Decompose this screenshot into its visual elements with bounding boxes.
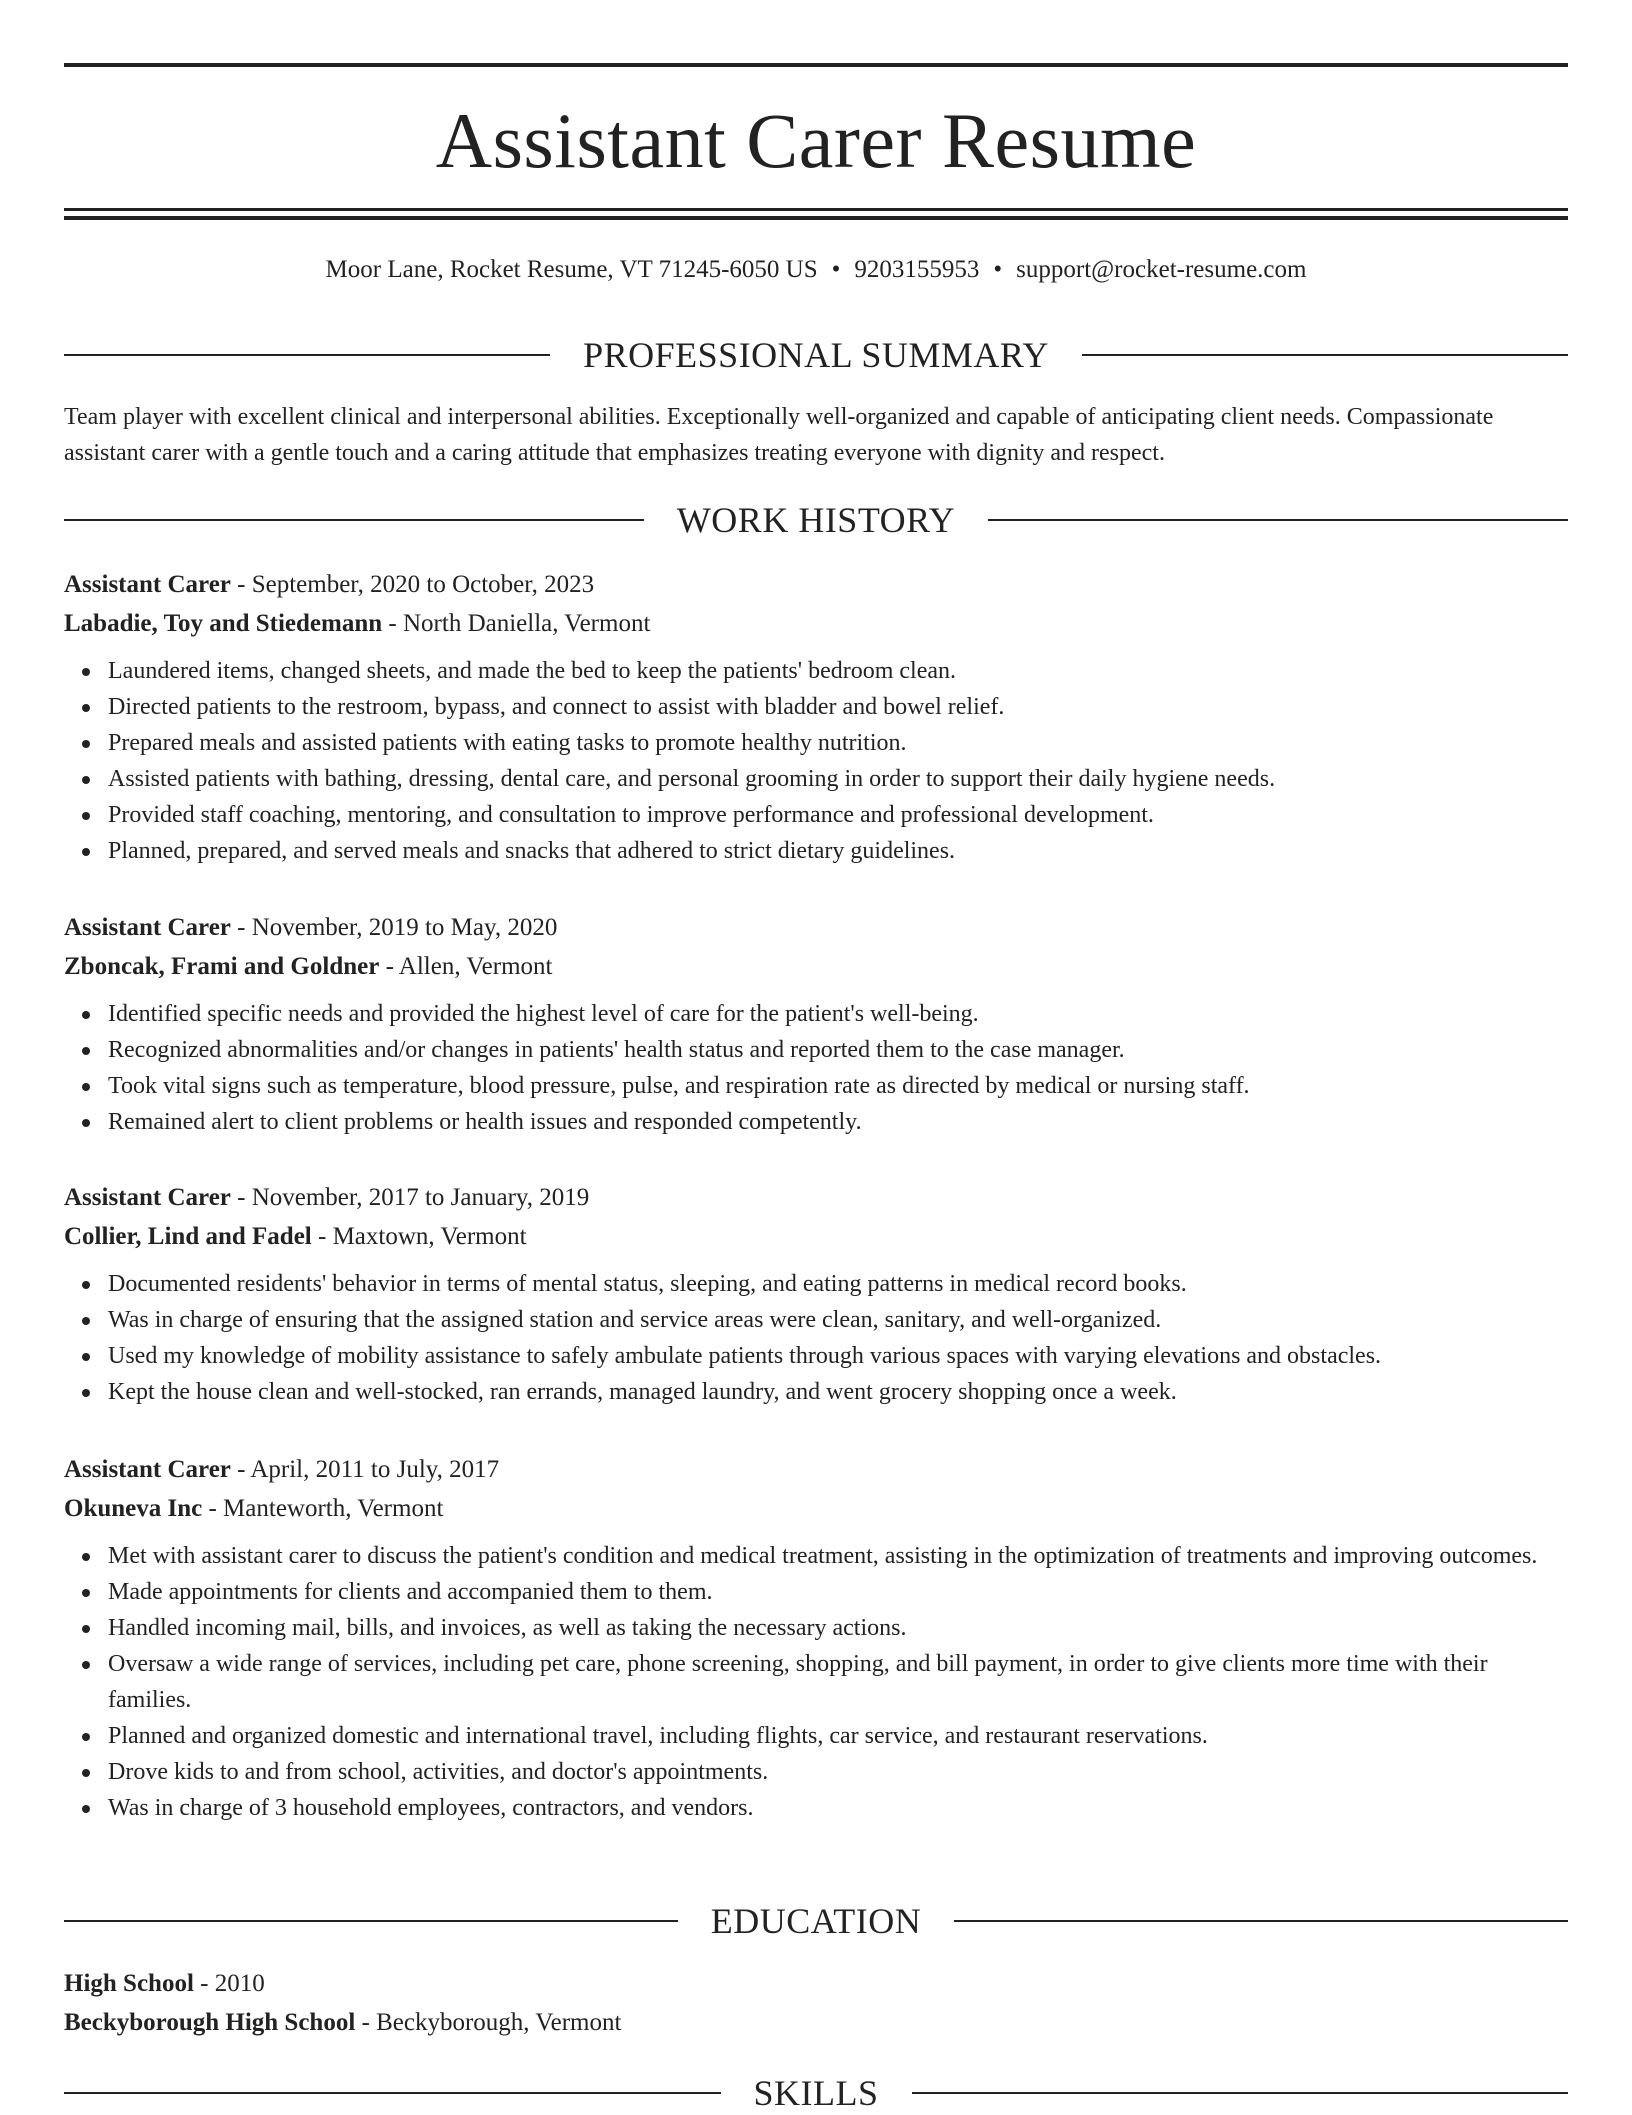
list-item: Remained alert to client problems or health issues and responded competently.: [108, 1104, 1568, 1140]
job-company: Okuneva Inc: [64, 1495, 203, 1522]
list-item: Handled incoming mail, bills, and invoices, as well as taking the necessary actions.: [108, 1610, 1568, 1646]
list-item: Was in charge of 3 household employees, contractors, and vendors.: [108, 1790, 1568, 1826]
job-entry: [64, 1450, 1568, 1826]
job-entry: [64, 908, 1568, 1140]
job-dates: - November, 2017 to January, 2019: [230, 1184, 590, 1211]
heading-rule: [912, 2092, 1569, 2094]
contact-address: Moor Lane, Rocket Resume, VT 71245-6050 US: [325, 256, 818, 283]
heading-rule: [954, 1920, 1568, 1922]
job-entry: [64, 1178, 1568, 1410]
section-heading-summary: [64, 333, 1568, 377]
list-item: Prepared meals and assisted patients with eating tasks to promote healthy nutrition.: [108, 725, 1568, 761]
education-school: Beckyborough High School: [64, 2009, 356, 2036]
job-bullets: [64, 1266, 1568, 1410]
section-heading-work-history: [64, 498, 1568, 542]
section-heading-label: EDUCATION: [710, 1901, 922, 1941]
contact-line: [64, 253, 1568, 287]
job-company: Zboncak, Frami and Goldner: [64, 953, 380, 980]
job-title: Assistant Carer: [64, 1184, 231, 1211]
list-item: Provided staff coaching, mentoring, and consultation to improve performance and professional development.: [108, 797, 1568, 833]
list-item: Was in charge of ensuring that the assigned station and service areas were clean, sanitary, and well-organized.: [108, 1302, 1568, 1338]
list-item: Planned and organized domestic and international travel, including flights, car service, and restaurant reservations.: [108, 1718, 1568, 1754]
section-heading-skills: [64, 2071, 1568, 2115]
title-rule-lower: [64, 216, 1568, 220]
list-item: Used my knowledge of mobility assistance to safely ambulate patients through various spaces with varying elevations and obstacles.: [108, 1338, 1568, 1374]
heading-rule: [1082, 354, 1568, 356]
job-location: - Manteworth, Vermont: [202, 1495, 444, 1522]
education-year: - 2010: [193, 1970, 265, 1997]
job-location: - North Daniella, Vermont: [382, 610, 651, 637]
job-title-line: [64, 908, 1568, 947]
list-item: Planned, prepared, and served meals and snacks that adhered to strict dietary guidelines.: [108, 833, 1568, 869]
job-location: - Maxtown, Vermont: [311, 1223, 527, 1250]
job-bullets: [64, 653, 1568, 869]
list-item: Kept the house clean and well-stocked, ran errands, managed laundry, and went grocery shopping once a week.: [108, 1374, 1568, 1410]
job-title: Assistant Carer: [64, 1456, 231, 1483]
job-dates: - September, 2020 to October, 2023: [230, 571, 595, 598]
list-item: Took vital signs such as temperature, blood pressure, pulse, and respiration rate as directed by medical or nursing staff.: [108, 1068, 1568, 1104]
heading-rule: [64, 2092, 721, 2094]
job-company-line: [64, 1489, 1568, 1528]
section-heading-label: SKILLS: [753, 2073, 879, 2113]
contact-separator: •: [831, 256, 841, 283]
list-item: Recognized abnormalities and/or changes in patients' health status and reported them to the case manager.: [108, 1032, 1568, 1068]
heading-rule: [988, 519, 1568, 521]
job-title-line: [64, 565, 1568, 604]
job-location: - Allen, Vermont: [379, 953, 553, 980]
job-bullets: [64, 1538, 1568, 1826]
job-company-line: [64, 1217, 1568, 1256]
job-company: Labadie, Toy and Stiedemann: [64, 610, 383, 637]
job-dates: - April, 2011 to July, 2017: [230, 1456, 500, 1483]
list-item: Made appointments for clients and accompanied them to them.: [108, 1574, 1568, 1610]
job-title: Assistant Carer: [64, 914, 231, 941]
contact-separator: •: [993, 256, 1003, 283]
job-company-line: [64, 604, 1568, 643]
list-item: Laundered items, changed sheets, and made the bed to keep the patients' bedroom clean.: [108, 653, 1568, 689]
section-heading-label: WORK HISTORY: [676, 500, 956, 540]
list-item: Assisted patients with bathing, dressing, dental care, and personal grooming in order to support their daily hygiene needs.: [108, 761, 1568, 797]
job-title: Assistant Carer: [64, 571, 231, 598]
job-bullets: [64, 996, 1568, 1140]
list-item: Documented residents' behavior in terms of mental status, sleeping, and eating patterns in medical record books.: [108, 1266, 1568, 1302]
list-item: Directed patients to the restroom, bypass, and connect to assist with bladder and bowel relief.: [108, 689, 1568, 725]
education-school-line: [64, 2003, 1568, 2042]
heading-rule: [64, 354, 550, 356]
contact-email: support@rocket-resume.com: [1016, 256, 1307, 283]
education-degree-line: [64, 1964, 1568, 2003]
list-item: Identified specific needs and provided the highest level of care for the patient's well-being.: [108, 996, 1568, 1032]
section-heading-education: [64, 1899, 1568, 1943]
list-item: Drove kids to and from school, activities, and doctor's appointments.: [108, 1754, 1568, 1790]
heading-rule: [64, 1920, 678, 1922]
section-heading-label: PROFESSIONAL SUMMARY: [583, 335, 1049, 375]
job-title-line: [64, 1178, 1568, 1217]
heading-rule: [64, 519, 644, 521]
contact-phone: 9203155953: [854, 256, 980, 283]
job-title-line: [64, 1450, 1568, 1489]
job-company: Collier, Lind and Fadel: [64, 1223, 312, 1250]
resume-title: Assistant Carer Resume: [435, 97, 1197, 184]
top-rule: [64, 63, 1568, 67]
education-entry: [64, 1964, 1568, 2042]
list-item: Met with assistant carer to discuss the patient's condition and medical treatment, assisting in the optimization of treatments and improving outcomes.: [108, 1538, 1568, 1574]
job-company-line: [64, 947, 1568, 986]
job-dates: - November, 2019 to May, 2020: [230, 914, 558, 941]
list-item: Oversaw a wide range of services, including pet care, phone screening, shopping, and bill payment, in order to give clients more time with their families.: [108, 1646, 1568, 1718]
education-location: - Beckyborough, Vermont: [355, 2009, 622, 2036]
summary-text: Team player with excellent clinical and interpersonal abilities. Exceptionally well-organized and capable of anticipating client needs. Compassionate assistant carer with a gentle touch and a caring attitude that emphasizes treating everyone with dignity and respect.: [64, 404, 1494, 466]
education-degree: High School: [64, 1970, 194, 1997]
title-rule-upper: [64, 208, 1568, 211]
job-entry: [64, 565, 1568, 869]
